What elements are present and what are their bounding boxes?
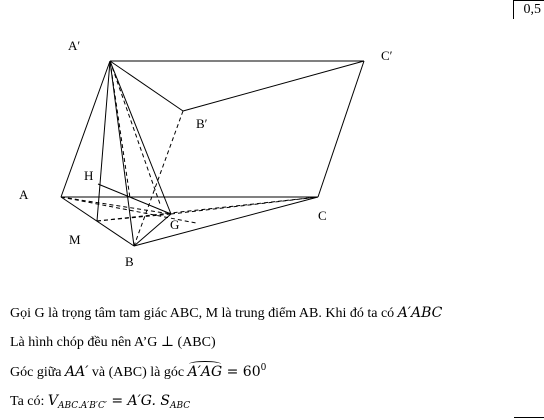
label-A-prime: A′ [68,38,81,53]
line2-text-b: (ABC) [174,335,216,350]
line4-text-a: Ta có: [10,394,48,409]
line3-text-b: và (ABC) là góc [88,365,188,380]
volume-symbol: V [47,393,59,409]
label-G: G [170,217,180,232]
edge-H-G [98,184,171,214]
perpendicular-symbol: ⊥ [160,335,175,350]
line3-text-a: Góc giữa [10,365,66,380]
label-A: A [19,187,29,202]
hidden-A-G [61,197,171,214]
edge-Bprime-Cprime [183,61,364,111]
edge-Cprime-C [318,61,364,197]
hidden-M-G [97,214,171,221]
label-H: H [84,168,94,183]
label-B: B [125,254,134,269]
score-value: 0,5 [523,2,541,17]
area-subscript: ABC [169,401,191,411]
line1-text: Gọi G là trọng tâm tam giác ABC, M là trung điểm AB. Khi đó ta có [10,306,398,321]
solution-line-4 [10,393,190,411]
hidden-Aprime-mid [110,61,160,204]
line4-formula: = A′G. S [106,393,170,409]
line1-pyramid: A′ABC [397,305,443,321]
solution-line-1 [10,305,442,322]
line3-segment: AA′ [65,364,89,380]
angle-AprimeAG: A′AG [187,364,223,380]
volume-subscript: ABC.A′B′C′ [58,401,107,411]
solution-line-2 [10,334,216,351]
label-C-prime: C′ [381,48,393,63]
edge-Aprime-Bprime [110,61,183,111]
label-M: M [69,232,81,247]
hidden-G-C [171,197,318,214]
edge-Aprime-B [110,61,134,246]
bottom-rule [514,417,544,418]
line3-equals: = 60 [222,364,261,380]
line2-text-a: Là hình chóp đều nên A’G [10,335,161,350]
label-B-prime: B′ [196,116,208,131]
edge-Aprime-G [110,61,171,214]
solution-line-3 [10,363,266,381]
degree-superscript: 0 [260,363,267,373]
label-C: C [318,208,327,223]
